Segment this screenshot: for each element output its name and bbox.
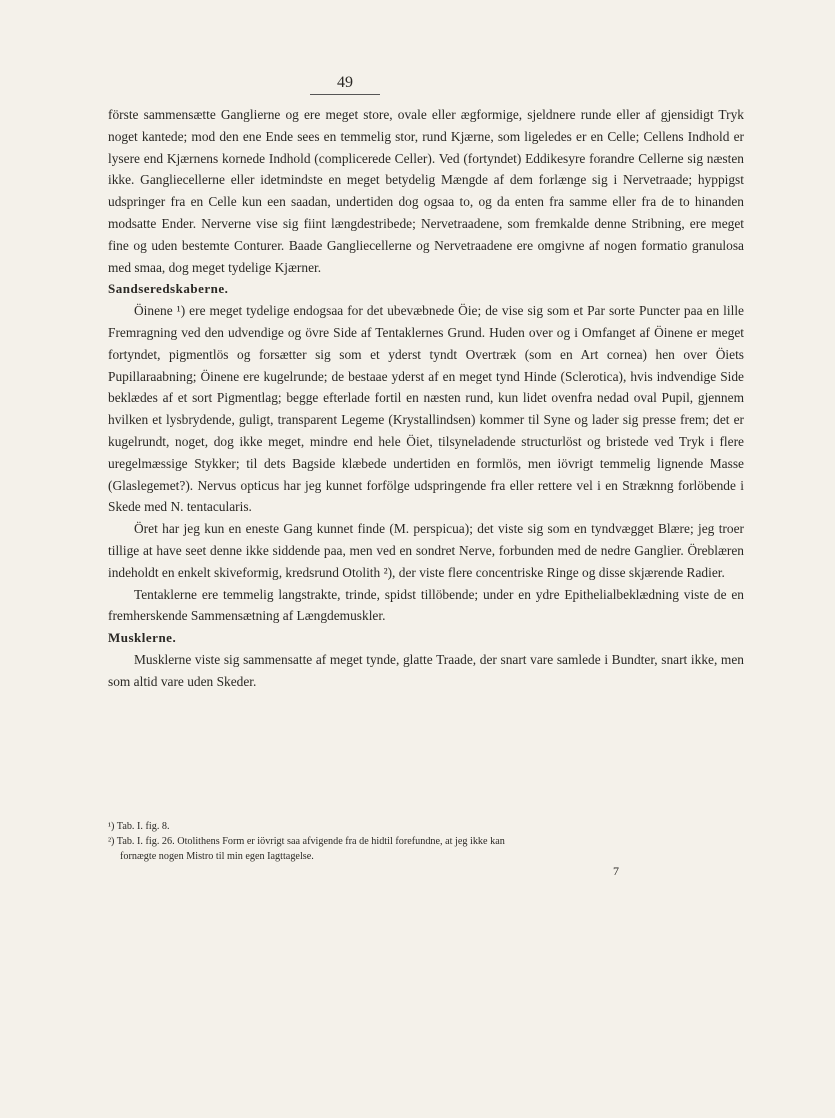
paragraph-ear: Öret har jeg kun en eneste Gang kunnet finde (M. perspicua); det viste sig som en tyndvægget Blære; jeg troer tillige at have seet denne ikke siddende paa, men ved en sondret Nerve, forbunden med de nedre Ganglier. Öreblæren indeholdt en enkelt skiveformig, kredsrund Otolith ²), der viste flere concentriske Ringe og disse skjærende Radier. xyxy=(108,521,744,580)
footnote-2-continued: fornægte nogen Mistro til min egen Iagttagelse. xyxy=(120,851,314,862)
body-text xyxy=(108,104,744,693)
paragraph-muscles: Musklerne viste sig sammensatte af meget tynde, glatte Traade, der snart vare samlede i Bundter, snart ikke, men som altid vare uden Skeder. xyxy=(108,651,744,689)
heading-muscles: Musklerne. xyxy=(108,630,177,646)
footnote-2: ²) Tab. I. fig. 26. Otolithens Form er iövrigt saa afvigende fra de hidtil forefundne, at jeg ikke kan xyxy=(108,836,505,847)
page-number: 49 xyxy=(310,74,380,95)
signature-mark: 7 xyxy=(613,864,619,878)
paragraph-tentacles: Tentaklerne ere temmelig langstrakte, trinde, spidst tillöbende; under en ydre Epithelialbeklædning viste de en fremherskende Sammensætning af Længdemuskler. xyxy=(108,586,744,624)
footnotes xyxy=(108,819,744,864)
heading-sense-organs: Sandseredskaberne. xyxy=(108,281,229,297)
footnote-1: ¹) Tab. I. fig. 8. xyxy=(108,821,170,832)
paragraph-ganglia: förste sammensætte Ganglierne og ere meget store, ovale eller ægformige, sjeldnere runde eller af gjensidigt Tryk noget kantede; mod den ene Ende sees en temmelig stor, rund Kjærne, som ligeledes er en Celle; Cellens Indhold er lysere end Kjærnens kornede Indhold (complicerede Celler). Ved (fortyndet) Eddikesyre forandre Cellerne sig næsten ikke. Gangliecellerne eller idetmindste en meget betydelig Mængde af dem forlænge sig i Nervetraade; hyppigst udspringer fra en Celle kun een saadan, undertiden dog ogsaa to, og da enten fra samme eller fra de to hinanden modsatte Ender. Nerverne vise sig fiint længdestribede; Nervetraadene, som fremkalde denne Stribning, ere meget fine og uden bestemte Conturer. Baade Gangliecellerne og Nervetraadene ere omgivne af nogen formatio granulosa med smaa, dog meget tydelige Kjærner. xyxy=(108,107,744,275)
paragraph-eyes: Öinene ¹) ere meget tydelige endogsaa for det ubevæbnede Öie; de vise sig som et Par sorte Puncter paa en lille Fremragning ved den udvendige og övre Side af Tentaklernes Grund. Huden over og i Omfanget af Öinene er meget fortyndet, pigmentlös og forsætter sig som et yderst tyndt Overtræk (som en Art cornea) hen over Öiets Pupillaraabning; Öinene ere kugelrunde; de bestaae yderst af en meget tynd Hinde (Sclerotica), hvis indvendige Side beklædes af et sort Pigmentlag; begge efterlade fortil en næsten rund, kun lidet ovenfra nedad oval Pupil, gjennem hvilken et lysbrydende, guligt, transparent Legeme (Krystallindsen) kommer til Syne og lader sig presse frem; det er kugelrundt, noget, dog ikke meget, mindre end hele Öiet, tilsyneladende structurlöst og bristede ved Tryk i flere uregelmæssige Stykker; til dets Bagside klæbede undertiden en formlös, men iövrigt temmelig lignende Masse (Glaslegemet?). Nervus opticus har jeg kunnet forfölge udspringende fra eller rettere vel i en Stræknng forlöbende i Skede med N. tentacularis. xyxy=(108,303,744,515)
